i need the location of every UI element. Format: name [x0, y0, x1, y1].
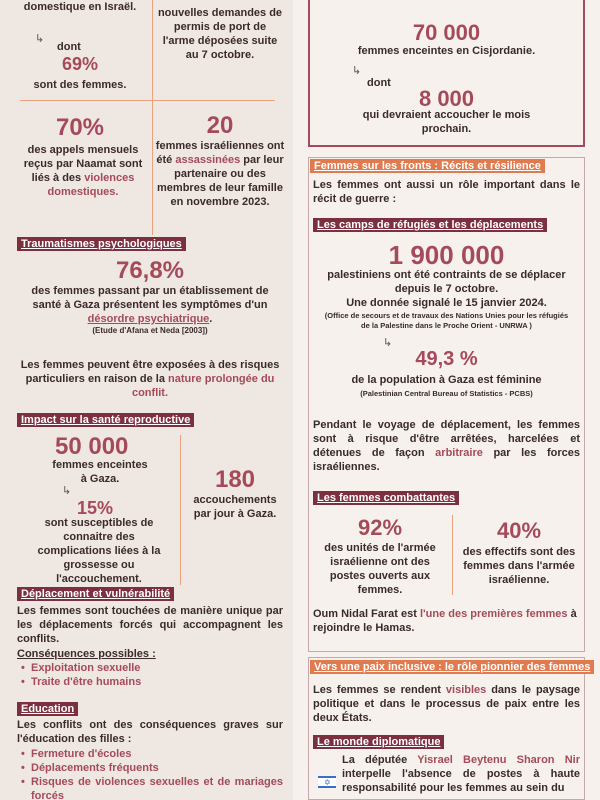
risk-text: Les femmes peuvent être exposées à des risques particuliers en raison de la nature prolongée du conflit.: [20, 359, 280, 399]
stat-70000-text: femmes enceintes en Cisjordanie.: [357, 45, 536, 57]
stat-40-text: des effectifs sont des femmes dans l'armée israélienne.: [462, 546, 576, 586]
grid-divider-horizontal: [20, 100, 275, 101]
list-item: • Exploitation sexuelle: [19, 661, 283, 675]
stat-1900000-date: Une donnée signalé le 15 janvier 2024.: [346, 297, 547, 309]
top-a-pct: 69%: [61, 54, 99, 74]
stat-70-pct: 70%: [55, 114, 105, 141]
list-item: • Déplacements fréquents: [19, 761, 283, 775]
stat-40-pct: 40%: [496, 518, 542, 543]
grid-divider-vertical: [152, 0, 153, 235]
trauma-header: Traumatismes psychologiques: [17, 237, 186, 251]
stat-1900000-text: palestiniens ont été contraints de se déplacer depuis le 7 octobre.: [327, 269, 566, 295]
comb-divider: [452, 515, 453, 595]
stat-49-text: de la population à Gaza est féminine: [351, 374, 542, 386]
trauma-text: des femmes passant par un établissement de santé à Gaza présentent les symptômes d'un désordre psychiatrique.: [31, 285, 269, 325]
curved-arrow-icon: ↳: [35, 33, 45, 45]
edu-list: [19, 747, 283, 800]
fronts-text: Les femmes ont aussi un rôle important dans le récit de guerre :: [313, 179, 580, 205]
stat-92-pct: 92%: [357, 515, 403, 540]
repro-50000: 50 000: [55, 433, 129, 460]
depl-header: Déplacement et vulnérabilité: [17, 587, 174, 601]
stat-1900000-source: (Office de secours et de travaux des Nations Unies pour les réfugiés de la Palestine dans le Proche Orient - UNRWA ): [324, 311, 569, 330]
stat-20-text: femmes israéliennes ont été assassinées par leur partenaire ou des membres de leur famille en novembre 2023.: [155, 140, 285, 208]
stat-49-source: (Palestinian Central Bureau of Statistics - PCBS): [360, 389, 533, 398]
diplo-header: Le monde diplomatique: [313, 735, 444, 749]
stat-70-text: des appels mensuels reçus par Naamat sont liés à des violences domestiques.: [23, 144, 143, 198]
curved-arrow-icon: ↳: [352, 65, 362, 77]
stat-8000-text: qui devraient accoucher le mois prochain.: [362, 109, 531, 135]
depl-text: Les femmes sont touchées de manière unique par les déplacements forcés qui accompagnent les conflits.: [17, 605, 283, 645]
repro-15-pct: 15%: [76, 498, 114, 518]
top-a-dont: dont: [57, 41, 81, 53]
list-item: • Traite d'être humains: [19, 675, 283, 689]
repro-header: Impact sur la santé reproductive: [17, 413, 194, 427]
stat-49-pct: 49,3 %: [415, 348, 478, 370]
israel-flag-icon: ✡: [318, 776, 336, 788]
paix-text: Les femmes se rendent visibles dans le paysage politique et dans le processus de paix entre les deux États.: [313, 684, 580, 724]
edu-header: Education: [17, 702, 78, 716]
voyage-text: Pendant le voyage de déplacement, les femmes sont à risque d'être arrêtées, harcelées et détenues de façon arbitraire par les forces israéliennes.: [313, 419, 581, 473]
repro-50000-text: femmes enceintes à Gaza.: [52, 459, 148, 485]
right-dont: dont: [367, 77, 391, 89]
repro-15-text: sont susceptibles de connaitre des complications liées à la grossesse ou l'accouchement.: [37, 517, 161, 585]
repro-180-text: accouchements par jour à Gaza.: [193, 494, 277, 520]
curved-arrow-icon: ↳: [62, 485, 72, 497]
trauma-source: (Etude d'Afana et Neda [2003]): [92, 326, 208, 335]
conseq-label: Conséquences possibles :: [17, 648, 156, 660]
top-a-text: domestique en Israël.: [23, 1, 137, 13]
conseq-list: [19, 661, 283, 689]
stat-92-text: des unités de l'armée israélienne ont des postes ouverts aux femmes.: [324, 542, 436, 596]
list-item: • Fermeture d'écoles: [19, 747, 283, 761]
paix-header: Vers une paix inclusive : le rôle pionnier des femmes: [310, 660, 594, 674]
comb-header: Les femmes combattantes: [313, 491, 459, 505]
repro-divider: [180, 435, 181, 585]
stat-20: 20: [206, 112, 234, 139]
diplo-text: La députée Yisrael Beytenu Sharon Nir interpelle l'absence de postes à haute responsabilité pour les femmes au sein du: [342, 754, 580, 794]
curved-arrow-icon: ↳: [383, 337, 393, 349]
stat-8000: 8 000: [418, 86, 475, 111]
repro-180: 180: [214, 466, 256, 493]
fronts-header: Femmes sur les fronts : Récits et résilience: [310, 159, 545, 173]
trauma-pct: 76,8%: [115, 257, 185, 284]
stat-70000: 70 000: [412, 20, 481, 45]
stat-1900000: 1 900 000: [388, 240, 505, 270]
top-b-text: nouvelles demandes de permis de port de l'arme déposées suite au 7 octobre.: [157, 7, 283, 61]
camps-header: Les camps de réfugiés et les déplacements: [313, 218, 547, 232]
top-a-sub: sont des femmes.: [33, 79, 127, 91]
list-item: • Risques de violences sexuelles et de mariages forcés: [19, 775, 283, 800]
edu-text: Les conflits ont des conséquences graves sur l'éducation des filles :: [17, 719, 283, 745]
oum-text: Oum Nidal Farat est l'une des premières femmes à rejoindre le Hamas.: [313, 608, 577, 634]
